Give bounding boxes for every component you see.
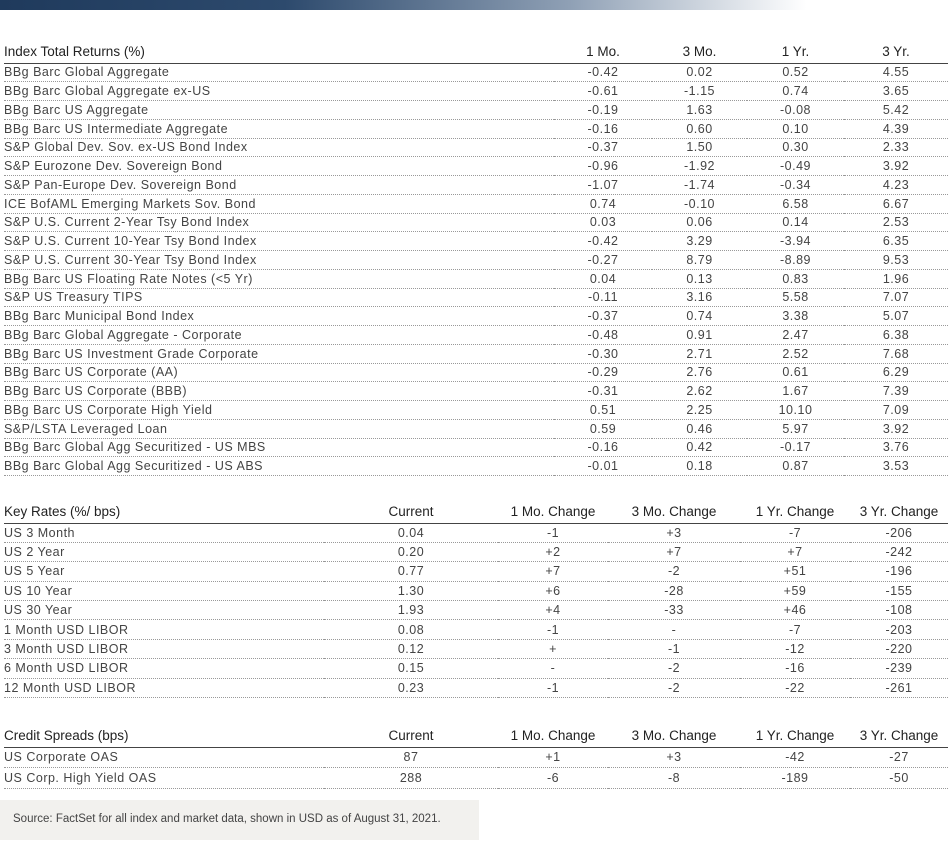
table-cell: 0.61 bbox=[747, 363, 844, 382]
row-label: ICE BofAML Emerging Markets Sov. Bond bbox=[4, 194, 554, 213]
table-row bbox=[4, 523, 948, 542]
table-cell: 2.76 bbox=[652, 363, 747, 382]
table-cell: -242 bbox=[850, 542, 948, 561]
table-cell: 3.92 bbox=[844, 419, 948, 438]
credit-spreads-table bbox=[4, 717, 948, 789]
table-cell: 2.33 bbox=[844, 138, 948, 157]
table-cell: -1.07 bbox=[554, 176, 652, 195]
table-title: Key Rates (%/ bps) bbox=[4, 486, 324, 523]
table-cell: 7.09 bbox=[844, 401, 948, 420]
table-cell: 0.10 bbox=[747, 119, 844, 138]
table-cell: 0.87 bbox=[747, 457, 844, 476]
table-row bbox=[4, 232, 948, 251]
key-rates-table bbox=[4, 486, 948, 698]
table-cell: +7 bbox=[498, 562, 608, 581]
table-row bbox=[4, 419, 948, 438]
table-cell: 3.38 bbox=[747, 307, 844, 326]
table-cell: 0.20 bbox=[324, 542, 498, 561]
table-row bbox=[4, 363, 948, 382]
table-title: Index Total Returns (%) bbox=[4, 34, 554, 63]
table-cell: -0.16 bbox=[554, 438, 652, 457]
table-cell: -0.30 bbox=[554, 344, 652, 363]
table-header-row bbox=[4, 717, 948, 747]
column-header: 1 Yr. Change bbox=[740, 486, 850, 523]
table-row bbox=[4, 269, 948, 288]
table-cell: -0.17 bbox=[747, 438, 844, 457]
table-row bbox=[4, 382, 948, 401]
row-label: 3 Month USD LIBOR bbox=[4, 639, 324, 658]
table-cell: 5.42 bbox=[844, 101, 948, 120]
table-cell: -2 bbox=[608, 562, 740, 581]
table-cell: +2 bbox=[498, 542, 608, 561]
row-label: S&P U.S. Current 30-Year Tsy Bond Index bbox=[4, 251, 554, 270]
table-cell: -0.01 bbox=[554, 457, 652, 476]
table-cell: 0.06 bbox=[652, 213, 747, 232]
row-label: 6 Month USD LIBOR bbox=[4, 659, 324, 678]
table-cell: 2.62 bbox=[652, 382, 747, 401]
table-cell: -108 bbox=[850, 601, 948, 620]
row-label: US 3 Month bbox=[4, 523, 324, 542]
table-cell: 1.67 bbox=[747, 382, 844, 401]
table-cell: 0.12 bbox=[324, 639, 498, 658]
index-total-returns-table bbox=[4, 34, 948, 476]
table-cell: -27 bbox=[850, 747, 948, 768]
table-cell: - bbox=[498, 659, 608, 678]
column-header: 1 Mo. Change bbox=[498, 717, 608, 747]
table-cell: -0.49 bbox=[747, 157, 844, 176]
table-cell: -0.42 bbox=[554, 63, 652, 82]
table-row bbox=[4, 157, 948, 176]
row-label: S&P US Treasury TIPS bbox=[4, 288, 554, 307]
table-cell: -1 bbox=[608, 639, 740, 658]
table-cell: 1.96 bbox=[844, 269, 948, 288]
table-cell: 0.74 bbox=[554, 194, 652, 213]
table-row bbox=[4, 82, 948, 101]
table-cell: -196 bbox=[850, 562, 948, 581]
table-cell: -0.42 bbox=[554, 232, 652, 251]
column-header: 1 Mo. Change bbox=[498, 486, 608, 523]
table-cell: 0.77 bbox=[324, 562, 498, 581]
table-cell: 0.14 bbox=[747, 213, 844, 232]
table-cell: -2 bbox=[608, 678, 740, 697]
table-cell: -0.16 bbox=[554, 119, 652, 138]
table-row bbox=[4, 307, 948, 326]
table-cell: +7 bbox=[608, 542, 740, 561]
table-cell: 3.53 bbox=[844, 457, 948, 476]
column-header: Current bbox=[324, 486, 498, 523]
column-header: 1 Yr. bbox=[747, 34, 844, 63]
column-header: 3 Yr. Change bbox=[850, 486, 948, 523]
row-label: BBg Barc US Intermediate Aggregate bbox=[4, 119, 554, 138]
table-cell: 0.83 bbox=[747, 269, 844, 288]
table-cell: -0.10 bbox=[652, 194, 747, 213]
table-cell: 6.29 bbox=[844, 363, 948, 382]
table-row bbox=[4, 457, 948, 476]
table-cell: 3.65 bbox=[844, 82, 948, 101]
table-cell: -2 bbox=[608, 659, 740, 678]
table-row bbox=[4, 288, 948, 307]
row-label: BBg Barc US Corporate High Yield bbox=[4, 401, 554, 420]
table-cell: -189 bbox=[740, 768, 850, 789]
table-cell: 0.91 bbox=[652, 326, 747, 345]
table-row bbox=[4, 401, 948, 420]
table-cell: -0.37 bbox=[554, 138, 652, 157]
table-cell: -8.89 bbox=[747, 251, 844, 270]
table-cell: 2.71 bbox=[652, 344, 747, 363]
table-cell: -3.94 bbox=[747, 232, 844, 251]
table-cell: 6.38 bbox=[844, 326, 948, 345]
table-row bbox=[4, 620, 948, 639]
row-label: BBg Barc US Aggregate bbox=[4, 101, 554, 120]
table-cell: 2.52 bbox=[747, 344, 844, 363]
table-cell: -203 bbox=[850, 620, 948, 639]
table-cell: 0.30 bbox=[747, 138, 844, 157]
table-cell: 0.15 bbox=[324, 659, 498, 678]
table-cell: 5.58 bbox=[747, 288, 844, 307]
row-label: 12 Month USD LIBOR bbox=[4, 678, 324, 697]
column-header: 1 Mo. bbox=[554, 34, 652, 63]
column-header: Current bbox=[324, 717, 498, 747]
table-row bbox=[4, 438, 948, 457]
table-cell: 3.92 bbox=[844, 157, 948, 176]
row-label: BBg Barc Global Agg Securitized - US ABS bbox=[4, 457, 554, 476]
table-cell: -28 bbox=[608, 581, 740, 600]
table-cell: 1.50 bbox=[652, 138, 747, 157]
row-label: BBg Barc US Corporate (AA) bbox=[4, 363, 554, 382]
row-label: S&P Global Dev. Sov. ex-US Bond Index bbox=[4, 138, 554, 157]
table-cell: 87 bbox=[324, 747, 498, 768]
table-cell: 0.03 bbox=[554, 213, 652, 232]
table-cell: 0.51 bbox=[554, 401, 652, 420]
table-row bbox=[4, 601, 948, 620]
table-cell: 2.25 bbox=[652, 401, 747, 420]
table-cell: 2.53 bbox=[844, 213, 948, 232]
table-cell: -22 bbox=[740, 678, 850, 697]
table-row bbox=[4, 101, 948, 120]
row-label: S&P U.S. Current 2-Year Tsy Bond Index bbox=[4, 213, 554, 232]
table-cell: -0.34 bbox=[747, 176, 844, 195]
table-cell: 1.93 bbox=[324, 601, 498, 620]
column-header: 3 Yr. bbox=[844, 34, 948, 63]
row-label: US 5 Year bbox=[4, 562, 324, 581]
row-label: 1 Month USD LIBOR bbox=[4, 620, 324, 639]
table-cell: 3.29 bbox=[652, 232, 747, 251]
table-cell: -1.15 bbox=[652, 82, 747, 101]
table-row bbox=[4, 176, 948, 195]
table-row bbox=[4, 138, 948, 157]
row-label: BBg Barc Global Agg Securitized - US MBS bbox=[4, 438, 554, 457]
table-cell: -50 bbox=[850, 768, 948, 789]
row-label: S&P/LSTA Leveraged Loan bbox=[4, 419, 554, 438]
table-cell: -0.96 bbox=[554, 157, 652, 176]
table-cell: +3 bbox=[608, 523, 740, 542]
table-cell: -220 bbox=[850, 639, 948, 658]
table-row bbox=[4, 659, 948, 678]
column-header: 1 Yr. Change bbox=[740, 717, 850, 747]
table-cell: 6.67 bbox=[844, 194, 948, 213]
table-cell: 3.76 bbox=[844, 438, 948, 457]
table-cell: 1.30 bbox=[324, 581, 498, 600]
table-row bbox=[4, 562, 948, 581]
table-cell: -0.19 bbox=[554, 101, 652, 120]
table-cell: 0.08 bbox=[324, 620, 498, 639]
table-cell: 0.60 bbox=[652, 119, 747, 138]
table-cell: 0.23 bbox=[324, 678, 498, 697]
table-cell: 288 bbox=[324, 768, 498, 789]
table-cell: 0.04 bbox=[324, 523, 498, 542]
table-row bbox=[4, 678, 948, 697]
column-header: 3 Mo. bbox=[652, 34, 747, 63]
table-cell: 7.68 bbox=[844, 344, 948, 363]
table-cell: +59 bbox=[740, 581, 850, 600]
table-cell: 4.55 bbox=[844, 63, 948, 82]
column-header: 3 Mo. Change bbox=[608, 486, 740, 523]
table-cell: -12 bbox=[740, 639, 850, 658]
table-cell: +7 bbox=[740, 542, 850, 561]
row-label: BBg Barc US Corporate (BBB) bbox=[4, 382, 554, 401]
table-cell: 6.58 bbox=[747, 194, 844, 213]
table-cell: 1.63 bbox=[652, 101, 747, 120]
table-cell: 0.59 bbox=[554, 419, 652, 438]
table-header-row bbox=[4, 34, 948, 63]
table-cell: 0.13 bbox=[652, 269, 747, 288]
table-cell: 0.42 bbox=[652, 438, 747, 457]
table-cell: +1 bbox=[498, 747, 608, 768]
table-cell: -206 bbox=[850, 523, 948, 542]
table-cell: 2.47 bbox=[747, 326, 844, 345]
table-cell: 5.97 bbox=[747, 419, 844, 438]
row-label: BBg Barc Municipal Bond Index bbox=[4, 307, 554, 326]
column-header: 3 Yr. Change bbox=[850, 717, 948, 747]
table-cell: + bbox=[498, 639, 608, 658]
table-cell: 4.23 bbox=[844, 176, 948, 195]
table-cell: 7.39 bbox=[844, 382, 948, 401]
table-cell: 5.07 bbox=[844, 307, 948, 326]
table-cell: +3 bbox=[608, 747, 740, 768]
table-cell: 8.79 bbox=[652, 251, 747, 270]
table-row bbox=[4, 639, 948, 658]
table-row bbox=[4, 747, 948, 768]
table-cell: +46 bbox=[740, 601, 850, 620]
table-cell: 3.16 bbox=[652, 288, 747, 307]
table-cell: -0.61 bbox=[554, 82, 652, 101]
table-cell: -239 bbox=[850, 659, 948, 678]
column-header: 3 Mo. Change bbox=[608, 717, 740, 747]
row-label: S&P U.S. Current 10-Year Tsy Bond Index bbox=[4, 232, 554, 251]
row-label: US 10 Year bbox=[4, 581, 324, 600]
table-cell: -42 bbox=[740, 747, 850, 768]
source-note: Source: FactSet for all index and market data, shown in USD as of August 31, 2021. bbox=[13, 813, 441, 825]
table-cell: -0.27 bbox=[554, 251, 652, 270]
row-label: S&P Eurozone Dev. Sovereign Bond bbox=[4, 157, 554, 176]
table-row bbox=[4, 326, 948, 345]
table-title: Credit Spreads (bps) bbox=[4, 717, 324, 747]
table-row bbox=[4, 63, 948, 82]
table-cell: -1.74 bbox=[652, 176, 747, 195]
table-cell: -0.37 bbox=[554, 307, 652, 326]
table-cell: +4 bbox=[498, 601, 608, 620]
table-cell: 0.74 bbox=[747, 82, 844, 101]
table-row bbox=[4, 344, 948, 363]
table-cell: 0.74 bbox=[652, 307, 747, 326]
table-cell: -8 bbox=[608, 768, 740, 789]
table-cell: -1 bbox=[498, 620, 608, 639]
table-cell: -7 bbox=[740, 620, 850, 639]
table-cell: 0.04 bbox=[554, 269, 652, 288]
table-cell: -0.31 bbox=[554, 382, 652, 401]
table-row bbox=[4, 194, 948, 213]
header-accent-bar bbox=[0, 0, 949, 10]
row-label: US Corporate OAS bbox=[4, 747, 324, 768]
table-cell: - bbox=[608, 620, 740, 639]
table-cell: -0.08 bbox=[747, 101, 844, 120]
row-label: BBg Barc Global Aggregate - Corporate bbox=[4, 326, 554, 345]
table-cell: -0.29 bbox=[554, 363, 652, 382]
table-cell: -261 bbox=[850, 678, 948, 697]
table-row bbox=[4, 251, 948, 270]
row-label: US 2 Year bbox=[4, 542, 324, 561]
row-label: US Corp. High Yield OAS bbox=[4, 768, 324, 789]
row-label: US 30 Year bbox=[4, 601, 324, 620]
table-row bbox=[4, 213, 948, 232]
row-label: BBg Barc US Investment Grade Corporate bbox=[4, 344, 554, 363]
table-cell: +6 bbox=[498, 581, 608, 600]
table-cell: -1 bbox=[498, 523, 608, 542]
table-cell: -16 bbox=[740, 659, 850, 678]
table-cell: 7.07 bbox=[844, 288, 948, 307]
table-cell: 0.18 bbox=[652, 457, 747, 476]
table-cell: 9.53 bbox=[844, 251, 948, 270]
table-row bbox=[4, 768, 948, 789]
table-cell: -1.92 bbox=[652, 157, 747, 176]
row-label: BBg Barc US Floating Rate Notes (<5 Yr) bbox=[4, 269, 554, 288]
table-cell: -33 bbox=[608, 601, 740, 620]
table-cell: -0.11 bbox=[554, 288, 652, 307]
table-cell: -1 bbox=[498, 678, 608, 697]
table-cell: +51 bbox=[740, 562, 850, 581]
table-cell: -7 bbox=[740, 523, 850, 542]
table-row bbox=[4, 581, 948, 600]
table-header-row bbox=[4, 486, 948, 523]
row-label: S&P Pan-Europe Dev. Sovereign Bond bbox=[4, 176, 554, 195]
table-row bbox=[4, 542, 948, 561]
table-cell: 6.35 bbox=[844, 232, 948, 251]
table-cell: -155 bbox=[850, 581, 948, 600]
table-cell: 0.52 bbox=[747, 63, 844, 82]
row-label: BBg Barc Global Aggregate ex-US bbox=[4, 82, 554, 101]
table-row bbox=[4, 119, 948, 138]
table-cell: 0.02 bbox=[652, 63, 747, 82]
row-label: BBg Barc Global Aggregate bbox=[4, 63, 554, 82]
table-cell: -0.48 bbox=[554, 326, 652, 345]
source-note-box bbox=[0, 800, 479, 840]
table-cell: 0.46 bbox=[652, 419, 747, 438]
table-cell: 10.10 bbox=[747, 401, 844, 420]
table-cell: -6 bbox=[498, 768, 608, 789]
table-cell: 4.39 bbox=[844, 119, 948, 138]
